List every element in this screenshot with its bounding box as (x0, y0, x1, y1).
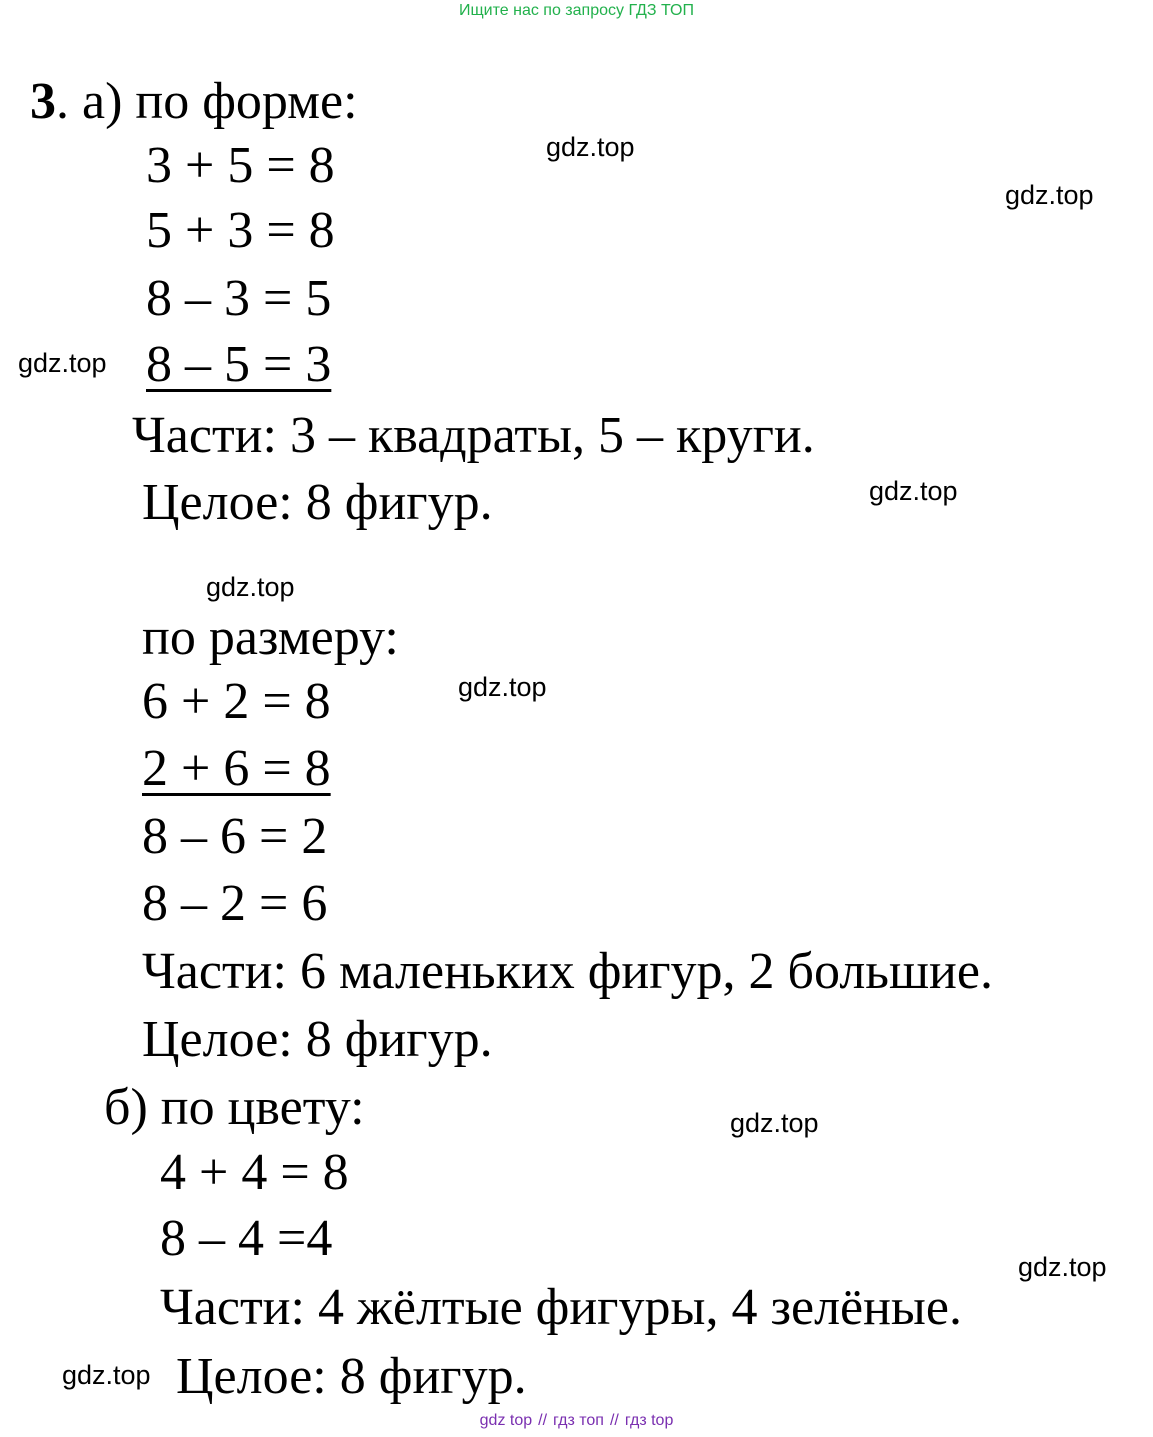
size-heading: по размеру: (142, 609, 399, 666)
header-search-note: Ищите нас по запросу ГДЗ ТОП (459, 2, 694, 19)
shape-whole: Целое: 8 фигур. (142, 474, 493, 531)
footer-separator: // (538, 1412, 548, 1429)
footer-link-2[interactable]: гдз топ (553, 1412, 604, 1429)
color-equation-1: 4 + 4 = 8 (160, 1144, 349, 1201)
size-equation-1: 6 + 2 = 8 (142, 673, 331, 730)
shape-equation-3: 8 – 3 = 5 (146, 270, 332, 327)
color-parts: Части: 4 жёлтые фигуры, 4 зелёные. (160, 1279, 962, 1336)
watermark: gdz.top (458, 672, 547, 702)
footer-links (0, 1412, 1153, 1430)
footer-link-1[interactable]: gdz top (479, 1412, 533, 1429)
watermark: gdz.top (18, 348, 107, 378)
watermark: gdz.top (730, 1108, 819, 1138)
footer-separator: // (609, 1412, 619, 1429)
shape-equation-1: 3 + 5 = 8 (146, 137, 335, 194)
shape-equation-4: 8 – 5 = 3 (146, 336, 332, 393)
task-number: 3 (30, 73, 56, 130)
watermark: gdz.top (869, 476, 958, 506)
part-a-heading: . а) по форме: (56, 73, 358, 130)
watermark: gdz.top (546, 132, 635, 162)
size-parts: Части: 6 маленьких фигур, 2 большие. (142, 943, 993, 1000)
size-equation-4: 8 – 2 = 6 (142, 875, 328, 932)
watermark: gdz.top (206, 572, 295, 602)
color-whole: Целое: 8 фигур. (176, 1348, 527, 1405)
shape-equation-2: 5 + 3 = 8 (146, 202, 335, 259)
color-equation-2: 8 – 4 =4 (160, 1210, 333, 1267)
size-whole: Целое: 8 фигур. (142, 1011, 493, 1068)
shape-parts: Части: 3 – квадраты, 5 – круги. (132, 407, 815, 464)
watermark: gdz.top (62, 1360, 151, 1390)
size-equation-3: 8 – 6 = 2 (142, 808, 328, 865)
size-equation-2: 2 + 6 = 8 (142, 740, 331, 797)
watermark: gdz.top (1005, 180, 1094, 210)
watermark: gdz.top (1018, 1252, 1107, 1282)
task-heading (30, 73, 358, 130)
part-b-heading: б) по цвету: (104, 1079, 365, 1136)
footer-link-3[interactable]: гдз top (624, 1412, 674, 1429)
